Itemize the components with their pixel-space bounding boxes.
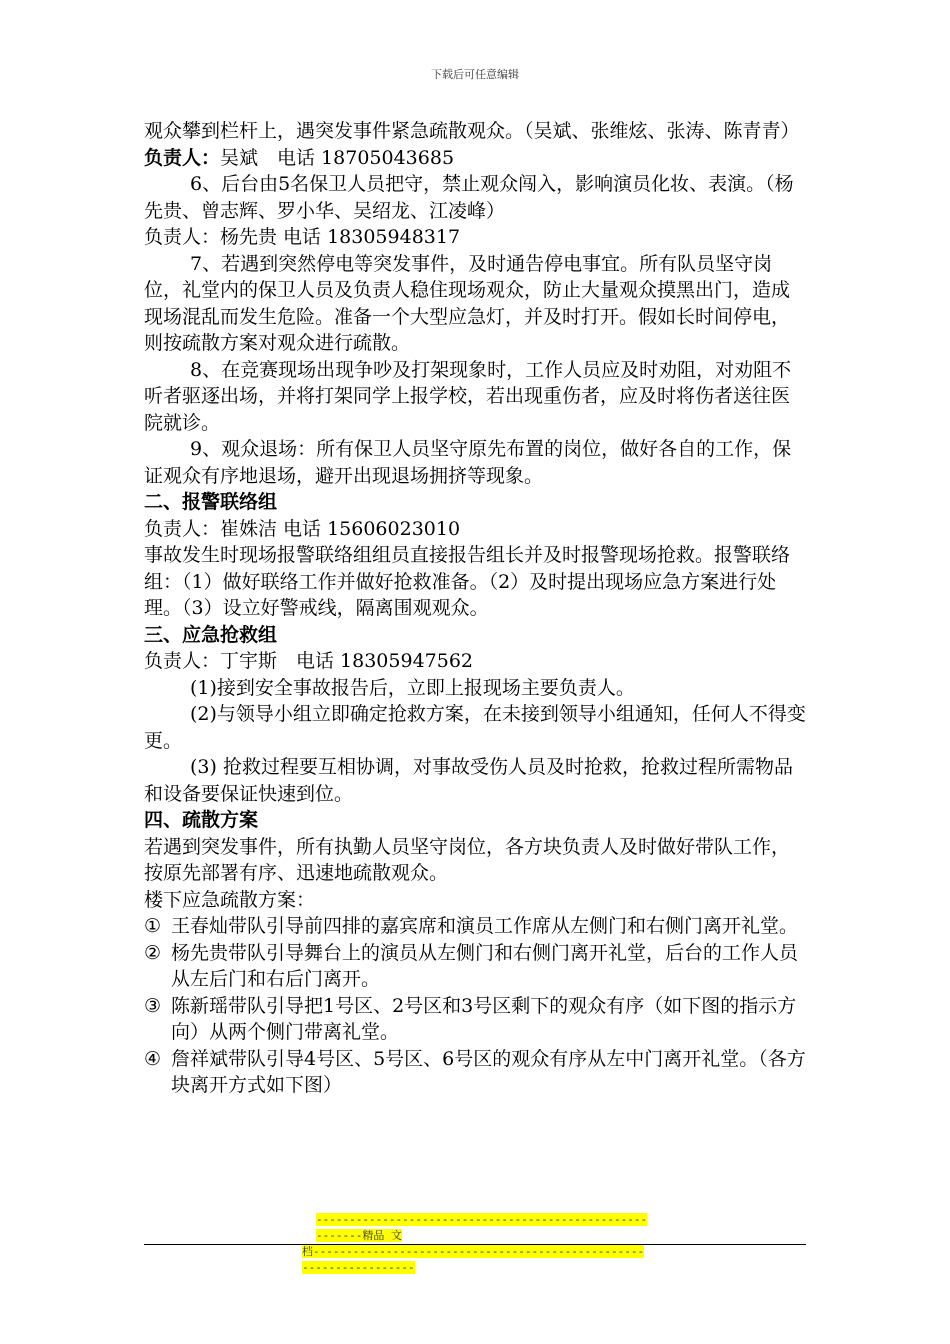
lead-label: 负责人： bbox=[144, 146, 221, 169]
section-heading: 四、疏散方案 bbox=[144, 809, 259, 831]
list-item bbox=[144, 913, 808, 940]
paragraph: 负责人：杨先贵 电话 18305948317 bbox=[144, 226, 461, 248]
paragraph: 事故发生时现场报警联络组组员直接报告组长并及时报警现场抢救。报警联络组：（1）做好联络工作并做好抢救准备。（2）及时提出现场应急方案进行处理。（3）设立好警戒线，隔离围观观众。 bbox=[144, 544, 791, 619]
footer-line-1: ---------------------------------------------------------精品 文 bbox=[316, 1213, 648, 1242]
list-number: ④ bbox=[144, 1047, 162, 1070]
paragraph: 9、观众退场：所有保卫人员坚守原先布置的岗位，做好各自的工作，保证观众有序地退场，避开出现退场拥挤等现象。 bbox=[144, 438, 792, 487]
footer-line-2: 档------------------------------------------------------------------- bbox=[302, 1245, 645, 1274]
page-header: 下载后可任意编辑 bbox=[431, 68, 519, 81]
list-item bbox=[144, 993, 808, 1046]
paragraph: 若遇到突发事件，所有执勤人员坚守岗位，各方块负责人及时做好带队工作，按原先部署有序、迅速地疏散观众。 bbox=[144, 835, 791, 884]
list-number: ① bbox=[144, 915, 162, 937]
list-item bbox=[144, 940, 808, 993]
paragraph: 8、在竞赛现场出现争吵及打架现象时，工作人员应及时劝阻，对劝阻不听者驱逐出场，并将打架同学上报学校，若出现重伤者，应及时将伤者送往医院就诊。 bbox=[144, 358, 792, 434]
paragraph: 7、若遇到突然停电等突发事件，及时通告停电事宜。所有队员坚守岗位，礼堂内的保卫人员及负责人稳住现场观众，防止大量观众摸黑出门，造成现场混乱而发生危险。准备一个大型应急灯，并及时打开。假如长时间停电，则按疏散方案对观众进行疏散。 bbox=[144, 252, 791, 354]
section-heading: 三、应急抢救组 bbox=[144, 623, 278, 646]
lead-text: 吴斌 电话 18705043685 bbox=[220, 146, 455, 169]
paragraph: (1)接到安全事故报告后，立即上报现场主要负责人。 bbox=[190, 676, 635, 699]
document-body bbox=[144, 118, 808, 1099]
list-text: 杨先贵带队引导舞台上的演员从左侧门和右侧门离开礼堂，后台的工作人员从左后门和右后门离开。 bbox=[171, 941, 799, 990]
footer-divider bbox=[144, 1244, 806, 1245]
list-item bbox=[144, 1046, 808, 1099]
paragraph: (3) 抢救过程要互相协调，对事故受伤人员及时抢救，抢救过程所需物品和设备要保证快速到位。 bbox=[144, 756, 793, 805]
list-number: ③ bbox=[144, 994, 162, 1017]
list-text: 詹祥斌带队引导4号区、5号区、6号区的观众有序从左中门离开礼堂。（各方块离开方式如下图） bbox=[171, 1047, 806, 1096]
paragraph: 6、后台由5名保卫人员把守，禁止观众闯入，影响演员化妆、表演。（杨先贵、曾志辉、罗小华、吴绍龙、江凌峰） bbox=[144, 173, 794, 222]
paragraph: 负责人：崔姝洁 电话 15606023010 bbox=[144, 517, 461, 540]
section-heading: 二、报警联络组 bbox=[144, 491, 278, 513]
paragraph: 观众攀到栏杆上，遇突发事件紧急疏散观众。（吴斌、张维炫、张涛、陈青青） bbox=[144, 120, 800, 142]
paragraph: 负责人：丁宇斯 电话 18305947562 bbox=[144, 650, 474, 672]
paragraph bbox=[144, 145, 808, 172]
list-text: 王春灿带队引导前四排的嘉宾席和演员工作席从左侧门和右侧门离开礼堂。 bbox=[171, 915, 799, 937]
list-number: ② bbox=[144, 941, 162, 964]
paragraph: 楼下应急疏散方案： bbox=[144, 888, 316, 911]
list-text: 陈新瑶带队引导把1号区、2号区和3号区剩下的观众有序（如下图的指示方向）从两个侧门带离礼堂。 bbox=[171, 994, 797, 1043]
paragraph: (2)与领导小组立即确定抢救方案，在未接到领导小组通知，任何人不得变更。 bbox=[144, 703, 806, 752]
